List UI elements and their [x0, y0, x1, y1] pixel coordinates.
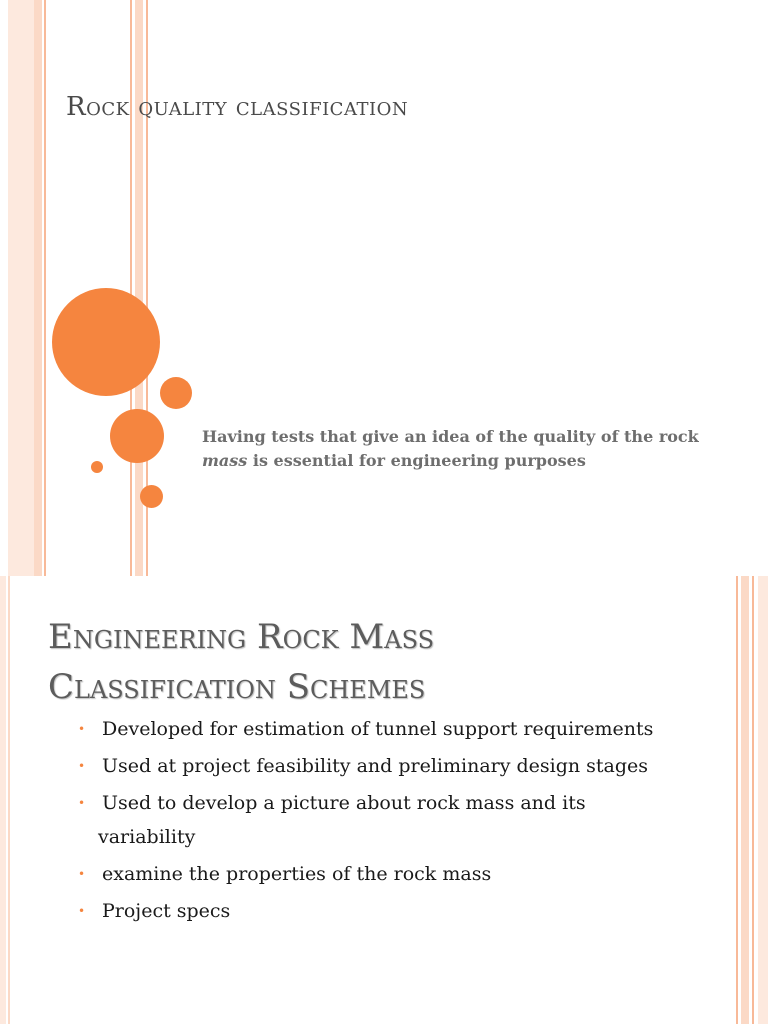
slide-2-title — [48, 612, 434, 712]
stripe-light — [736, 576, 738, 1024]
bullet-icon: • — [78, 867, 86, 881]
list-item: • Used to develop a picture about rock mass and its variability — [78, 792, 586, 848]
bullet-icon: • — [78, 904, 86, 918]
title-line-2: Classification Schemes — [48, 667, 426, 707]
stripe-pale — [758, 576, 768, 1024]
list-item: • examine the properties of the rock mass — [78, 863, 492, 885]
title-line-1: Engineering Rock Mass — [48, 617, 435, 657]
tiny-circle-decoration — [91, 461, 103, 473]
bullet-icon: • — [78, 722, 86, 736]
bullet-list — [78, 718, 728, 937]
stripe-thin — [44, 0, 46, 576]
small-circle-decoration — [140, 485, 163, 508]
list-item: • Project specs — [78, 900, 231, 922]
stripe-thin — [130, 0, 132, 576]
medium-circle-decoration — [110, 409, 164, 463]
list-item: • Developed for estimation of tunnel support requirements — [78, 718, 654, 740]
slide-subtitle: Having tests that give an idea of the quality of the rock mass is essential for engineering purposes — [202, 427, 699, 470]
large-circle-decoration — [52, 288, 160, 396]
slide-title: Rock quality classification — [66, 92, 409, 122]
stripe-pale — [8, 576, 10, 1024]
stripe-light — [34, 0, 42, 576]
bullet-icon: • — [78, 759, 86, 773]
bullet-icon: • — [78, 796, 86, 810]
small-circle-decoration — [160, 377, 192, 409]
stripe-thin — [752, 576, 754, 1024]
stripe-pale — [0, 576, 6, 1024]
stripe-light — [741, 576, 749, 1024]
stripe-pale — [8, 0, 34, 576]
list-item: • Used at project feasibility and preliminary design stages — [78, 755, 649, 777]
